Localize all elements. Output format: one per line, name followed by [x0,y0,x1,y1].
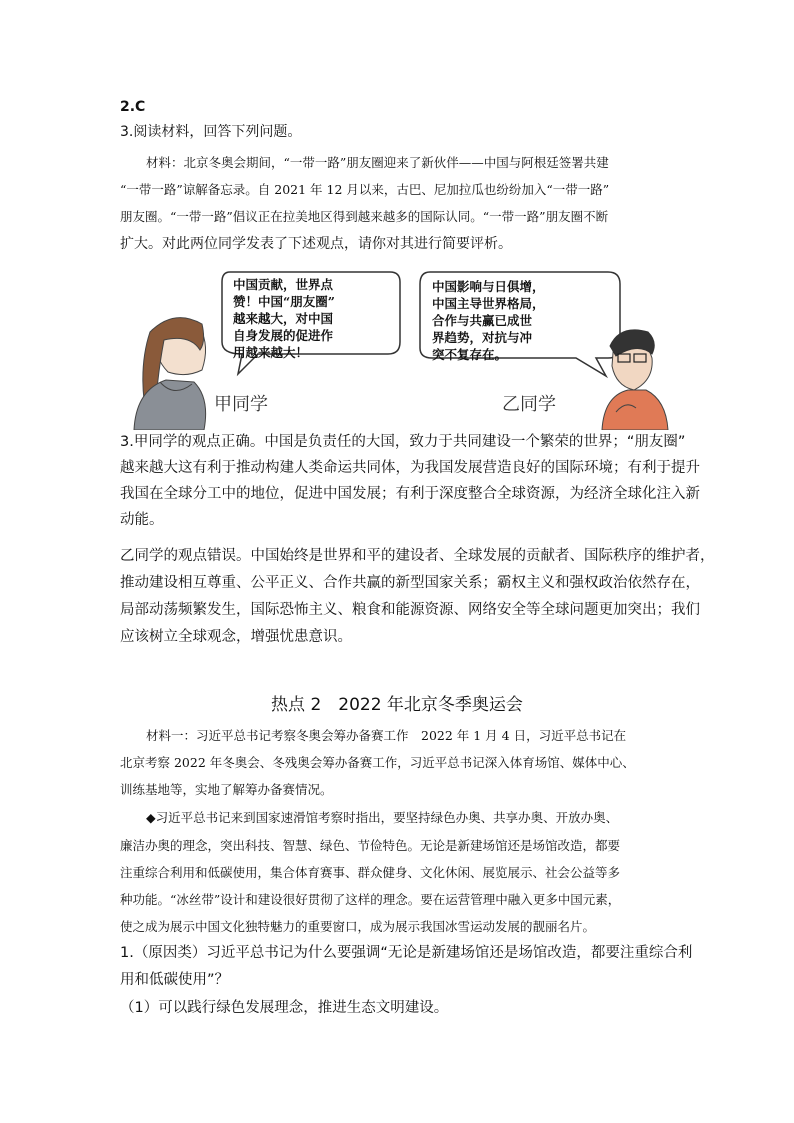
q2-answer: 2.C [120,99,146,115]
right-bubble-text: 中国影响与日俱增， 中国主导世界格局， 合作与共赢已成世 界趋势，对抗与冲 突不复存在。 [432,279,545,362]
left-bubble-text: 中国贡献，世界点 赞！中国“朋友圈” 越来越大，对中国 自身发展的促进作 用越来越大！ [233,277,335,360]
left-caption: 甲同学 [214,394,268,415]
girl-figure [134,318,206,430]
boy-figure [602,330,668,430]
answer-1: （1）可以践行绿色发展理念，推进生态文明建设。 [120,1000,449,1016]
right-caption: 乙同学 [502,394,556,415]
q3-prompt: 3.阅读材料，回答下列问题。 [120,124,302,140]
comic-illustration [130,262,670,430]
section-title: 热点 2 2022 年北京冬季奥运会 [271,695,523,715]
comic-drawing [130,262,670,430]
